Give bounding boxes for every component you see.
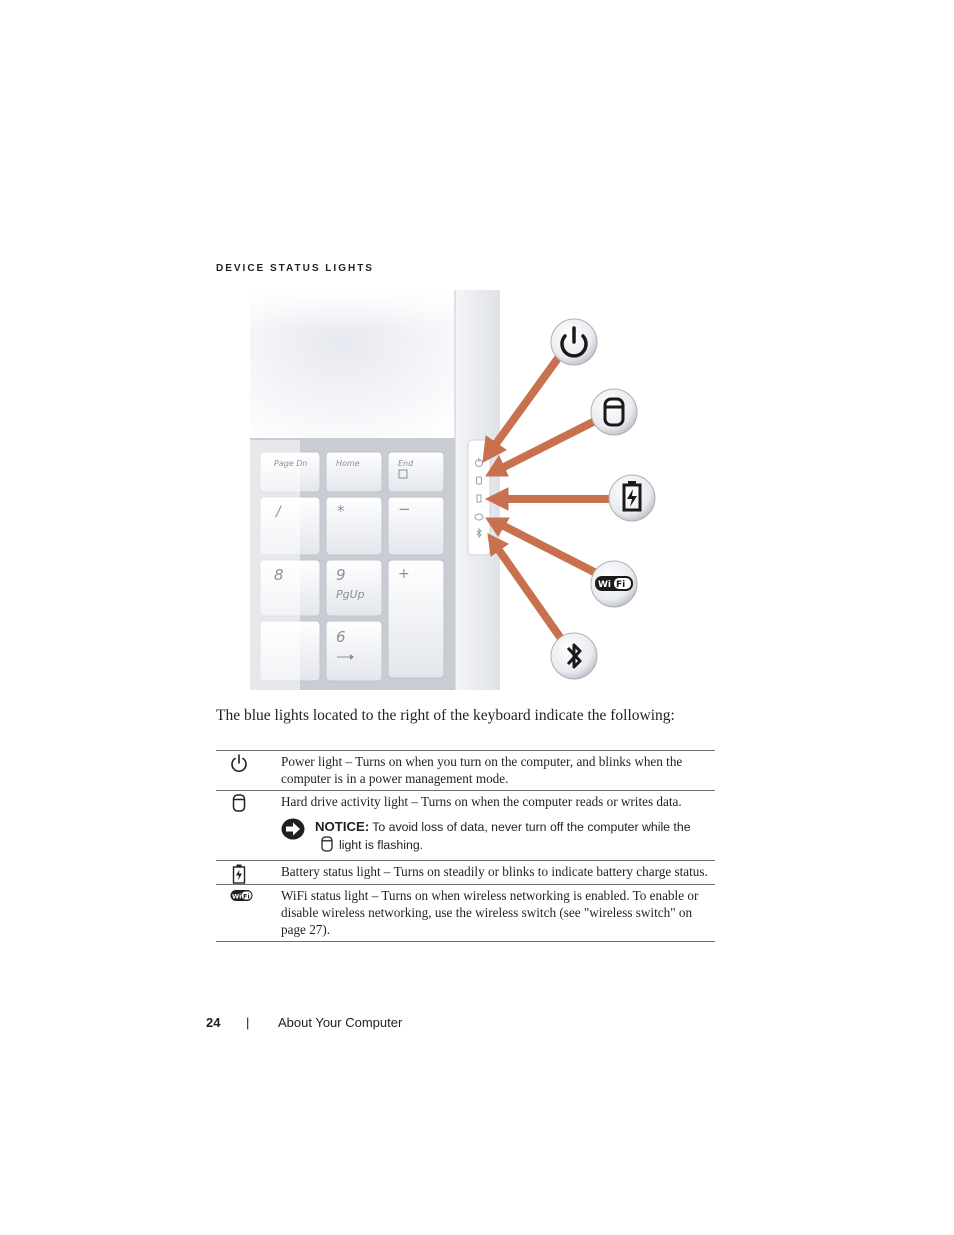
key-label-nine: 9: [336, 566, 346, 584]
callout-bluetooth-icon: [551, 633, 597, 679]
key-label-plus: +: [398, 566, 410, 582]
key-label-home: Home: [336, 459, 360, 468]
keyboard-illustration: [250, 290, 680, 690]
footer-separator: |: [246, 1015, 250, 1030]
key-label-asterisk: *: [337, 502, 345, 520]
power-icon: [230, 754, 248, 772]
device-status-lights-figure: [250, 290, 680, 690]
page-number: 24: [206, 1015, 221, 1030]
notice-label: NOTICE:: [315, 819, 370, 834]
intro-text: The blue lights located to the right of the keyboard indicate the following:: [216, 707, 675, 724]
svg-text:Fi: Fi: [616, 580, 626, 590]
callout-arrows: [483, 354, 612, 640]
key-label-eight: 8: [274, 566, 284, 584]
callout-power-icon: [551, 319, 597, 365]
battery-icon: [230, 864, 248, 884]
light-description: Battery status light – Turns on steadily or blinks to indicate battery charge status.: [281, 864, 708, 879]
key-label-page-dn: Page Dn: [274, 459, 308, 468]
notice-box: [281, 818, 711, 854]
notice-text-line2: light is flashing.: [339, 838, 424, 852]
wifi-icon: [230, 888, 254, 904]
table-row: [216, 861, 715, 885]
table-row: [216, 751, 715, 791]
svg-text:Wi: Wi: [598, 580, 612, 590]
section-heading: DEVICE STATUS LIGHTS: [216, 263, 374, 274]
keys: [250, 440, 444, 690]
key-label-minus: −: [398, 500, 411, 518]
light-description: Hard drive activity light – Turns on when the computer reads or writes data.: [281, 794, 682, 809]
hard-drive-icon: [321, 836, 333, 852]
key-label-six: 6: [336, 628, 346, 646]
callout-battery-icon: [609, 475, 655, 521]
table-row: [216, 885, 715, 942]
key-label-slash: /: [276, 504, 281, 520]
light-description: WiFi status light – Turns on when wireless networking is enabled. To enable or disable wireless networking, use the wireless switch (see "wireless switch" on page 27).: [281, 888, 699, 937]
svg-text:Wi: Wi: [232, 892, 242, 901]
key-label-pgup: PgUp: [336, 588, 365, 601]
callout-hard-drive-icon: [591, 389, 637, 435]
status-lights-table: [216, 750, 715, 942]
notice-text-line1: To avoid loss of data, never turn off the computer while the: [372, 820, 691, 834]
hard-drive-icon: [230, 794, 248, 812]
callout-wifi-icon: [591, 561, 637, 607]
table-row: [216, 791, 715, 861]
notice-arrow-icon: [281, 818, 305, 840]
svg-text:Fi: Fi: [243, 892, 250, 901]
key-label-end: End: [398, 459, 414, 468]
footer-chapter-title: About Your Computer: [278, 1015, 403, 1030]
light-description: Power light – Turns on when you turn on the computer, and blinks when the computer is in a power management mode.: [281, 754, 683, 786]
